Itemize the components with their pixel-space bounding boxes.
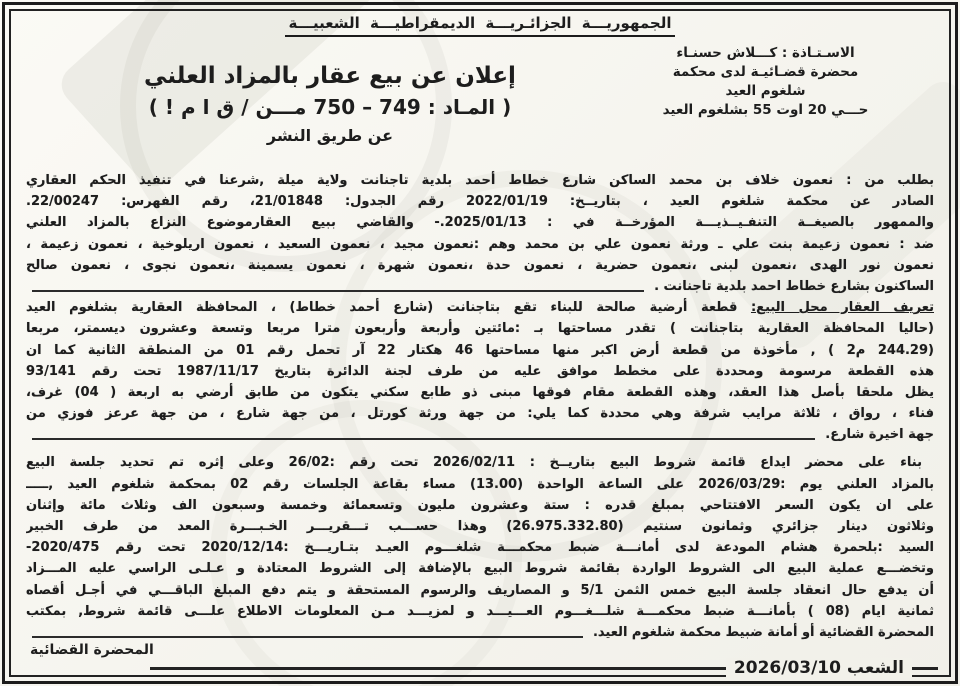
body-line: (244.29 م2 ) , مأخوذة من قطعة أرض اكبر منها مساحتها 46 هكتار 22 آر تحمل رقم 01 من المنطقة الثانية كما ان xyxy=(26,342,934,358)
bailiff-name: الاسـتـاذة : كـــلاش حسنـاء xyxy=(676,45,855,61)
signature-label: المحضرة القضائية xyxy=(30,642,154,658)
body-line: (حاليا المحافظة العقارية بتاجنانت ) تقدر مساحتها بـ :مائتين وأربعة وأربعون مترا مربعا وتسعة وعشرون ديسمتر، مربعا xyxy=(26,321,934,337)
body-line: جهة اخيرة شارع. xyxy=(26,424,934,445)
notice-title-block xyxy=(100,60,560,148)
body-line: المحضرة القضائية أو أمانة ضبيط محكمة شلغوم العيد. xyxy=(26,622,934,643)
body-line: ثمانية ايام (08 ) بأمانـــة ضبط محكمـــة شلـــغـــوم العـــيـــد و لمزيـــد مـن المعلومات الاطلاع علـــى قائمة شروط, بمكتب xyxy=(26,603,934,619)
notice-title: إعلان عن بيع عقار بالمزاد العلني xyxy=(144,63,516,89)
body-line: بالمزاد العلني يوم :2026/03/29 على الساعة الواحدة (13.00) مساء بقاعة الجلسات رقم 02 بمحكمة شلغوم العيد ,ـــــ xyxy=(26,476,934,492)
body-line: أن يدفع حال انعقاد جلسة البيع خمس الثمن 5/1 و المصاريف والرسوم المستحقة و يتم دفع المبلغ الباقـــي في أجـل أقصاه xyxy=(26,582,934,598)
newspaper-date: الشعب 2026/03/10 xyxy=(726,658,912,678)
body-line: وتخضـــع عملية البيع الى الشروط الواردة بقائمة شروط البيع بالإضافة إلى الشروط المعتادة و عـلـى الراسي عليه المـــزاد xyxy=(26,561,934,577)
bailiff-info-block xyxy=(593,44,938,120)
notice-articles: ( المـاد : 749 ‏–‏ 750 مـــن / ق ا م ! ) xyxy=(148,95,512,119)
body-line: تعريف العقار محل البيع: قطعة أرضية صالحة للبناء تقع بتاجنانت (شارع أحمد خطاط) ، المحافظة العقارية بشلغوم العيد xyxy=(26,300,934,316)
republic-header xyxy=(0,14,960,32)
body-line: وثلاثون دينار جزائري وثمانون سنتيم (26.975.332.80) وهذا حســـب تـــقريـــر الخـبـــرة المعد من طرف الخبير xyxy=(26,519,934,534)
body-line: يظل ملحقا بأصل هذا العقد، وهذه القطعة مقام فوقها مبنى ذو طابع سكني يتكون من طابق أرضي به اربعة ( 04) غرف، xyxy=(26,384,934,400)
body-line: نعمون نور الهدى ،نعمون لبنى ،نعمون حضرية ، نعمون حدة ،نعمون شهرة ، نعمون يسمينة ،نعمون نجوى ، نعمون صالح xyxy=(26,257,934,273)
body-line: الصادر عن محكمة شلغوم العيد ، بتاريــخ: 2022/01/19 رقم الجدول: 21/01848، رقم الفهرس: 22/00247. xyxy=(26,194,934,210)
newspaper-row xyxy=(150,657,938,679)
notice-method: عن طريق النشر xyxy=(266,126,394,145)
body-line: بطلب من : نعمون خلاف بن محمد الساكن شارع خطاط أحمد بلدية تاجنانت ولاية ميلة ,شرعنا في تنفيذ الحكم العقاري xyxy=(26,173,934,188)
body-text xyxy=(26,170,934,643)
newspaper-rule-left xyxy=(150,667,726,670)
body-line: على ان يكون السعر الافتتاحي بمبلغ قدره : ستة وعشرون مليون وتسعمائة وخمسة وسبعون الف وثلاث مائة وإثنان xyxy=(26,497,934,513)
body-line: هذه القطعة مرسومة ومحددة على مخطط موافق عليه من طرف لجنة الدائرة بتاريخ 1987/11/17 تحت رقم 93/141 xyxy=(26,363,934,379)
body-line: الساكنون بشارع خطاط احمد بلدية تاجنانت . xyxy=(26,276,934,297)
republic-header-text: الجمهوريـــة الجزائـريـــة الديمقراطيـــة الشعبيـــة xyxy=(285,14,676,37)
filler-rule xyxy=(32,636,583,638)
body-line: بناء على محضر ايداع قائمة شروط البيع بتاريــخ : 2026/02/11 تحت رقم :26/02 وعلى إثره تم تحديد جلسة البيع xyxy=(26,455,922,471)
bailiff-role: محضرة قضـائيـة لدى محكمة xyxy=(672,64,859,80)
body-line: فناء ، رواق ، ثلاثة مرايب شرفة وهي محددة كما يلي: من جهة ورثة كورتل ، من جهة شارع ، من جهة عرعز فوزي من xyxy=(26,406,934,422)
bailiff-court: شلغوم العيد xyxy=(725,83,806,99)
newspaper-rule-right xyxy=(912,667,938,670)
underlined-lead: تعريف العقار محل البيع: xyxy=(750,300,934,316)
body-line: ضد : نعمون زعيمة بنت علي ـ ورثة نعمون علي بن محمد وهم :نعمون مجيد ، نعمون السعيد ، نعمون اريلوخية ، نعمون زعيمة ، xyxy=(26,236,934,252)
body-line: والممهور بالصيغــة التنفـيــذيـــة المؤرخــة في : 2025/01/13.- والقاضي ببيع العقارموضوع النزاع بالمزاد العلني xyxy=(26,215,934,231)
body-line: السيد :بلحمرة هشام المودعة لدى أمانـــة ضبط محكمـــة شلغـــوم العيـد بتـاريـــخ :2020/12/14 تحت رقم 2020/475- xyxy=(26,540,934,556)
filler-rule xyxy=(32,438,815,440)
filler-rule xyxy=(32,290,644,292)
bailiff-address: حـــي 20 اوت 55 بشلغوم العيد xyxy=(662,102,869,118)
